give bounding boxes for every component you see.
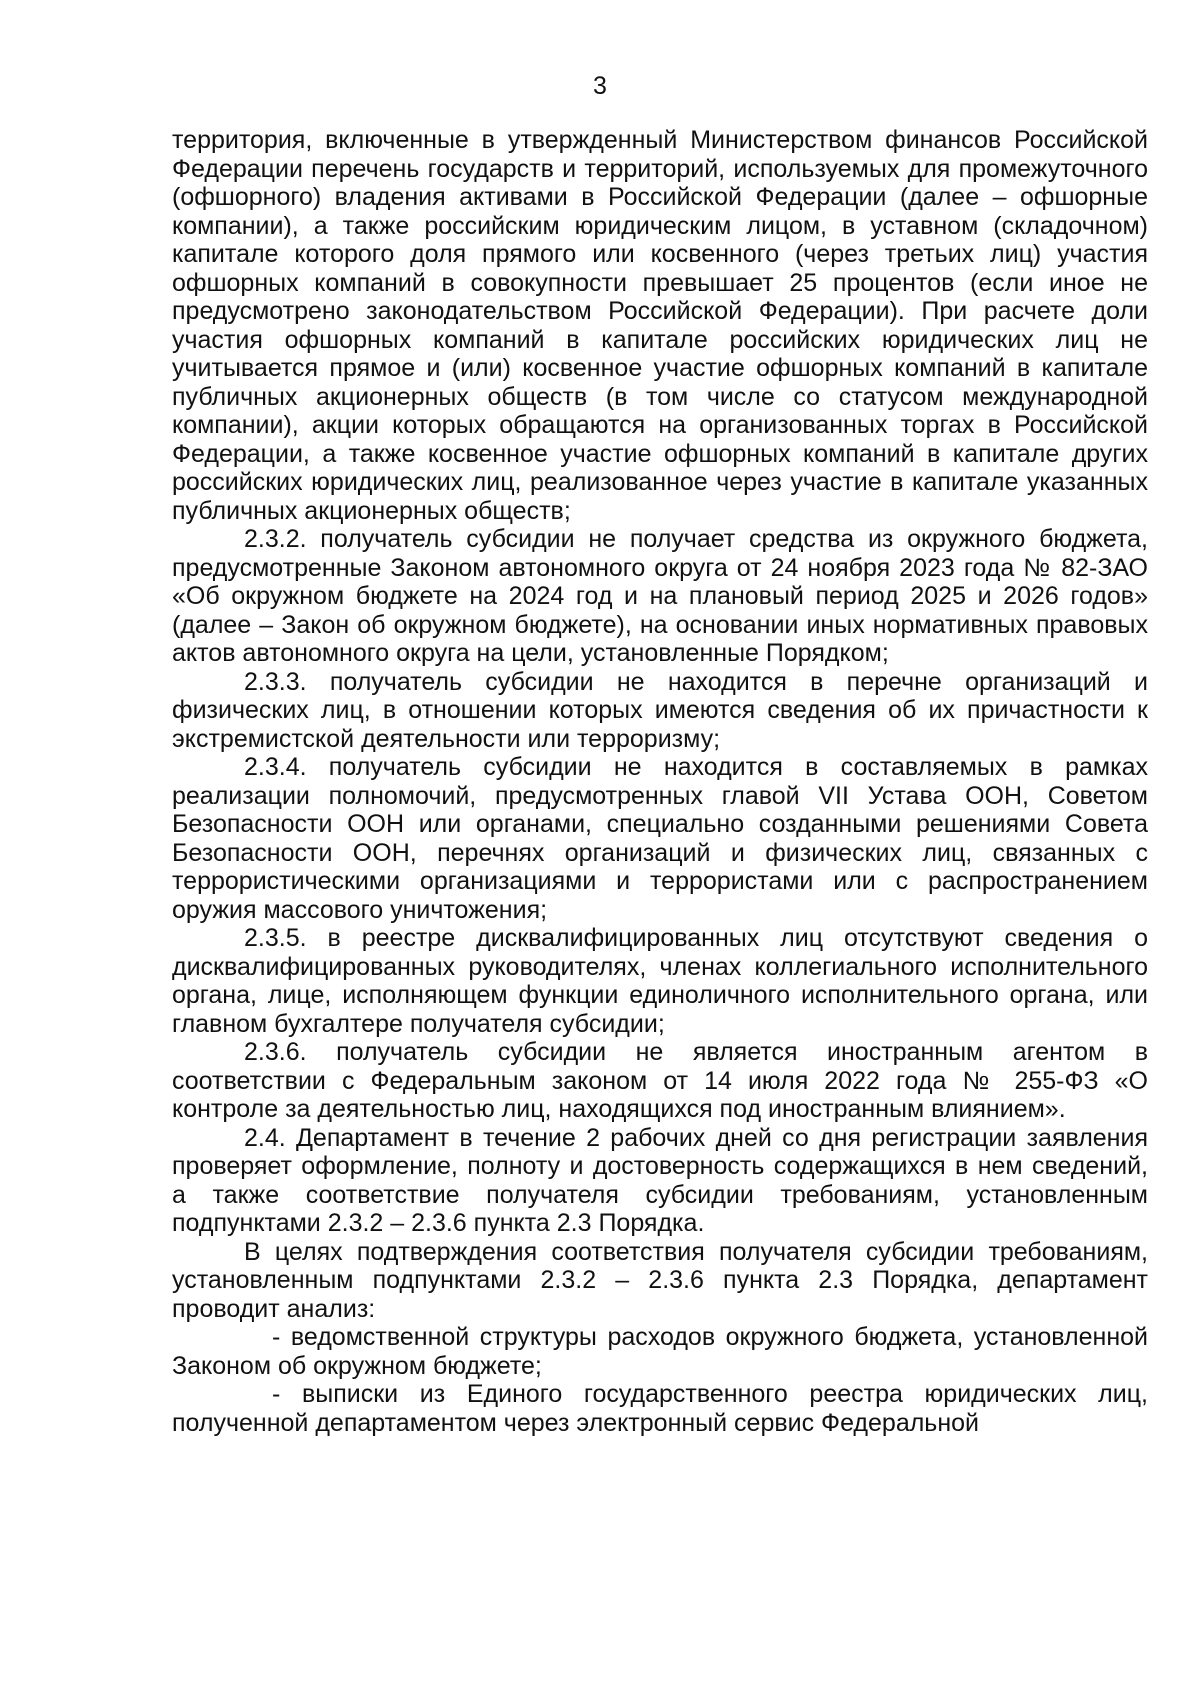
paragraph-2-3-3: 2.3.3. получатель субсидии не находится в перечне организаций и физических лиц, в отношении которых имеются сведения об их причастности к экстремистской деятельности или терроризму; — [172, 667, 1148, 753]
paragraph-continuation: территория, включенные в утвержденный Министерством финансов Российской Федерации перечень государств и территорий, используемых для промежуточного (офшорного) владения активами в Российской Федерации (далее – офшорные компании), а также российским юридическим лицом, в уставном (складочном) капитале которого доля прямого или косвенного (через третьих лиц) участия офшорных компаний в совокупности превышает 25 процентов (если иное не предусмотрено законодательством Российской Федерации). При расчете доли участия офшорных компаний в капитале российских юридических лиц не учитывается прямое и (или) косвенное участие офшорных компаний в капитале публичных акционерных обществ (в том числе со статусом международной компании), акции которых обращаются на организованных торгах в Российской Федерации, а также косвенное участие офшорных компаний в капитале других российских юридических лиц, реализованное через участие в капитале указанных публичных акционерных обществ; — [172, 126, 1148, 525]
document-body — [172, 126, 1148, 1437]
paragraph-2-3-2: 2.3.2. получатель субсидии не получает средства из окружного бюджета, предусмотренные Законом автономного округа от 24 ноября 2023 года № 82-ЗАО «Об окружном бюджете на 2024 год и на плановый период 2025 и 2026 годов» (далее – Закон об окружном бюджете), на основании иных нормативных правовых актов автономного округа на цели, установленные Порядком; — [172, 525, 1148, 667]
paragraph-2-3-6: 2.3.6. получатель субсидии не является иностранным агентом в соответствии с Федеральным законом от 14 июля 2022 года № 255-ФЗ «О контроле за деятельностью лиц, находящихся под иностранным влиянием». — [172, 1038, 1148, 1123]
paragraph-verification-intro: В целях подтверждения соответствия получателя субсидии требованиям, установленным подпунктами 2.3.2 – 2.3.6 пункта 2.3 Порядка, департамент проводит анализ: — [172, 1237, 1148, 1323]
paragraph-2-3-4: 2.3.4. получатель субсидии не находится в составляемых в рамках реализации полномочий, предусмотренных главой VII Устава ООН, Советом Безопасности ООН или органами, специально созданными решениями Совета Безопасности ООН, перечнях организаций и физических лиц, связанных с террористическими организациями и террористами или с распространением оружия массового уничтожения; — [172, 753, 1148, 924]
page-number: 3 — [593, 72, 607, 100]
paragraph-2-3-5: 2.3.5. в реестре дисквалифицированных лиц отсутствуют сведения о дисквалифицированных руководителях, членах коллегиального исполнительного органа, лице, исполняющем функции единоличного исполнительного органа, или главном бухгалтере получателя субсидии; — [172, 924, 1148, 1038]
list-item-budget-structure: - ведомственной структуры расходов окружного бюджета, установленной Законом об окружном бюджете; — [172, 1323, 1148, 1380]
list-item-egrul-extract: - выписки из Единого государственного реестра юридических лиц, полученной департаментом через электронный сервис Федеральной — [172, 1380, 1148, 1437]
paragraph-2-4: 2.4. Департамент в течение 2 рабочих дней со дня регистрации заявления проверяет оформление, полноту и достоверность содержащихся в нем сведений, а также соответствие получателя субсидии требованиям, установленным подпунктами 2.3.2 – 2.3.6 пункта 2.3 Порядка. — [172, 1123, 1148, 1237]
